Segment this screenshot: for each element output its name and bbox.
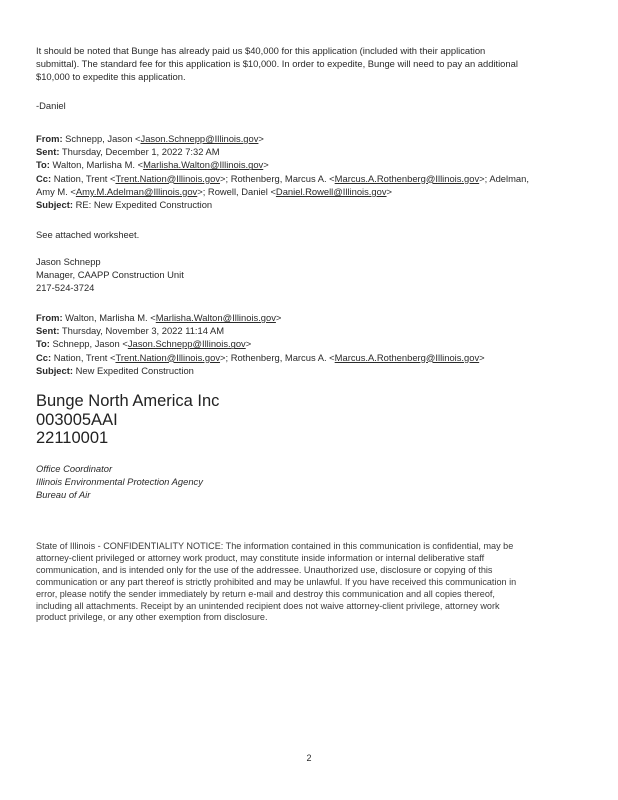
to-label: To: [36,159,50,171]
cc-email-link[interactable]: Marcus.A.Rothenberg@Illinois.gov [334,172,480,184]
to-line [36,158,584,171]
signature-2 [36,462,584,502]
to-email-link[interactable]: Marlisha.Walton@Illinois.gov [143,159,264,171]
cc-email-link[interactable]: Daniel.Rowell@Illinois.gov [275,185,387,197]
cc-text: Nation, Trent < [53,351,116,363]
company-block [36,392,584,448]
subject-label: Subject: [36,199,73,211]
notice-line: State of Illinois - CONFIDENTIALITY NOTICE: The information contained in this communication is confidential, may be [36,541,514,551]
subject-line [36,364,584,377]
to-label: To: [36,338,50,350]
sent-value: Thursday, November 3, 2022 11:14 AM [61,325,225,337]
notice-line: including all attachments. Receipt by an unintended recipient does not waive attorney-client privilege, attorney work [36,600,500,611]
intro-line: It should be noted that Bunge has already paid us $40,000 for this application (included with their application [36,45,486,56]
from-label: From: [36,312,63,323]
cc-line-continued [36,185,584,198]
notice-line: communication or any part thereof is strictly prohibited and may be unlawful. If you have received this communication in [36,576,517,587]
cc-text: >; Rothenberg, Marcus A. < [220,351,335,363]
intro-line: $10,000 to expedite this application. [36,71,186,83]
sent-line [36,145,584,158]
from-email-link[interactable]: Marlisha.Walton@Illinois.gov [155,312,276,323]
from-line [36,311,584,324]
signature-phone: 217-524-3724 [36,282,95,294]
notice-line: communication, and is intended only for the use of the addressee. Unauthorized use, disclosure or copying of this [36,564,493,575]
cc-text: > [386,185,393,197]
email-header-2 [36,311,584,377]
notice-line: attorney-client privileged or attorney work product, may constitute inside information or internal deliberative staff [36,552,485,563]
cc-text: Amy M. < [36,185,76,197]
sent-value: Thursday, December 1, 2022 7:32 AM [61,146,220,158]
subject-line [36,198,584,211]
signature-title: Manager, CAAPP Construction Unit [36,269,184,281]
company-id: 003005AAI [36,410,118,429]
cc-email-link[interactable]: Amy.M.Adelman@Illinois.gov [75,185,198,197]
email-header-1 [36,132,584,211]
cc-email-link[interactable]: Trent.Nation@Illinois.gov [115,351,221,363]
cc-email-link[interactable]: Trent.Nation@Illinois.gov [115,172,221,184]
confidentiality-notice [36,541,584,624]
cc-line [36,172,584,185]
from-end: > [258,133,264,144]
cc-label: Cc: [36,351,52,363]
cc-text: >; Adelman, [479,172,529,184]
sent-label: Sent: [36,146,60,158]
subject-value: RE: New Expedited Construction [75,199,213,211]
subject-label: Subject: [36,364,73,376]
signature-bureau: Bureau of Air [36,489,91,501]
company-number: 22110001 [36,429,109,447]
to-end: > [245,338,252,350]
cc-line [36,351,584,364]
from-line [36,132,584,145]
page-number: 2 [306,753,312,763]
from-label: From: [36,133,63,144]
signature-name: Jason Schnepp [36,256,101,267]
email-body-1: See attached worksheet. [36,229,140,240]
signature-1 [36,255,584,295]
sent-line [36,324,584,337]
from-name: Walton, Marlisha M. < [65,312,156,323]
to-email-link[interactable]: Jason.Schnepp@Illinois.gov [127,338,246,350]
intro-line: submittal). The standard fee for this application is $10,000. In order to expedite, Bunge will need to pay an additional [36,58,518,70]
from-email-link[interactable]: Jason.Schnepp@Illinois.gov [140,133,259,144]
subject-value: New Expedited Construction [75,364,194,376]
sent-label: Sent: [36,325,60,337]
to-end: > [263,159,269,171]
cc-text: Nation, Trent < [53,172,116,184]
to-name: Walton, Marlisha M. < [52,159,144,171]
intro-paragraph [36,44,584,84]
company-name: Bunge North America Inc [36,392,220,410]
signature-org: Illinois Environmental Protection Agency [36,476,203,488]
cc-text: > [479,351,485,363]
cc-text: >; Rothenberg, Marcus A. < [220,172,335,184]
cc-label: Cc: [36,172,52,184]
to-name: Schnepp, Jason < [52,338,128,350]
signoff: -Daniel [36,100,66,111]
signature-title: Office Coordinator [36,463,113,474]
notice-line: error, please notify the sender immediately by return e-mail and destroy this communication and all copies thereof, [36,588,495,599]
cc-text: >; Rowell, Daniel < [197,185,276,197]
to-line [36,337,584,350]
from-end: > [275,312,282,323]
cc-email-link[interactable]: Marcus.A.Rothenberg@Illinois.gov [334,351,480,363]
notice-line: product privilege, or any other exemption from disclosure. [36,612,268,623]
from-name: Schnepp, Jason < [65,133,141,144]
